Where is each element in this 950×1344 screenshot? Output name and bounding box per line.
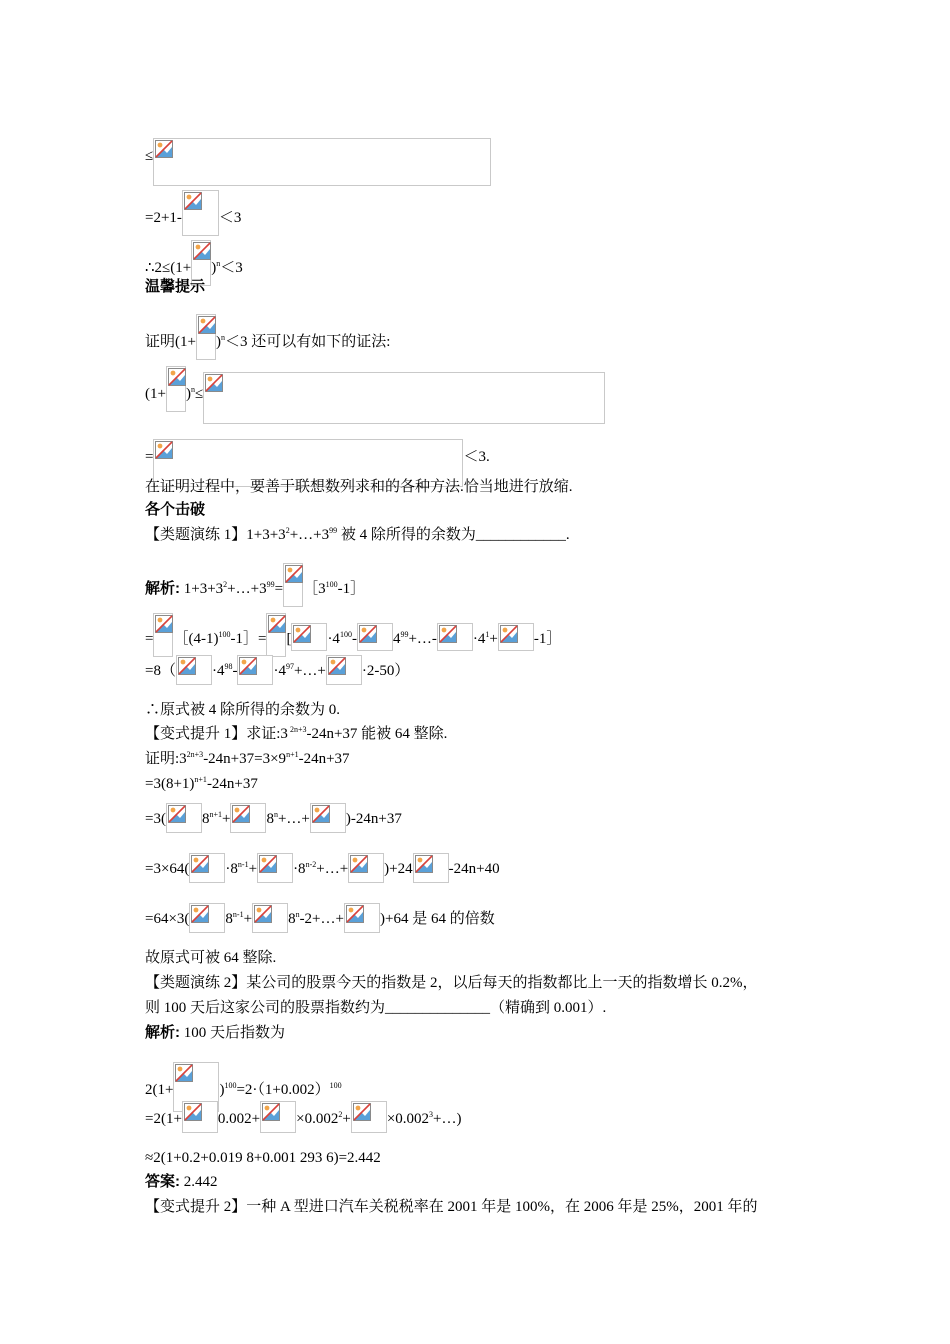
math-line-2: =2+1- ＜3 xyxy=(145,190,241,236)
broken-image-icon xyxy=(348,853,384,883)
math-line-3: ∴2≤(1+ )$^n$＜3 xyxy=(145,240,243,286)
exercise-1: 【类题演练 1】$1+3+3^2+\dots+3^{99}$ 被 4 除所得的余数为____________. xyxy=(145,526,570,543)
solution-line-3: =8（ $\cdot 4^{98}-$ $\cdot 4^{97}+\dots+$ ·2-50） xyxy=(145,655,409,685)
broken-image-icon xyxy=(413,853,449,883)
variant-2: 【变式提升 2】一种 A 型进口汽车关税税率在 2001 年是 100%，在 2006 年是 25%，2001 年的 xyxy=(145,1199,758,1215)
broken-image-icon xyxy=(230,803,266,833)
variant-1: 【变式提升 1】求证:3 $^{2n+3}$-24n+37 能被 64 整除. xyxy=(145,725,448,742)
broken-image-icon xyxy=(237,655,273,685)
solution-2-line-1: 2(1+ )$^{100}=2\cdot(1+0.002)^{100}$ xyxy=(145,1062,342,1112)
solution-line-2: = $[(4-1)^{100}-1]=$ [ $\cdot 4^{100}-$ $4^{99}+\dots-$ $\cdot 4^1+$ -1］ xyxy=(145,613,561,657)
broken-image-icon xyxy=(203,372,605,424)
proof-line-3: =3( $8^{n+1}+$ $8^n+\dots+$ )-24n+37 xyxy=(145,803,402,833)
answer-line: 答案: 2.442 xyxy=(145,1173,218,1190)
solution-2-line-2: =2(1+ 0.002+ $\times 0.002^2+$ $\times 0.002^3+\dots$) xyxy=(145,1101,462,1133)
broken-image-icon xyxy=(153,138,491,186)
proof-line-1: 证明$:3^{2n+3}-24n+37=3\times 9^{n+1}-24n+37$ xyxy=(145,750,350,767)
tip-heading: 温馨提示 xyxy=(145,278,206,295)
proof-line-2: $=3(8+1)^{n+1}-24n+37$ xyxy=(145,775,258,792)
broken-image-icon xyxy=(182,1101,218,1133)
proof-line-5: =64×3( $8^{n-1}+$ $8^n-2+\dots+$ )+64 是 64 的倍数 xyxy=(145,903,495,933)
broken-image-icon xyxy=(189,853,225,883)
exercise-2: 【类题演练 2】某公司的股票今天的指数是 2，以后每天的指数都比上一天的指数增长 0.2%， xyxy=(145,975,758,991)
broken-image-icon xyxy=(166,803,202,833)
broken-image-icon xyxy=(357,623,393,651)
solution-2-line-3: ≈2(1+0.2+0.019 8+0.001 293 6)=2.442 xyxy=(145,1150,381,1166)
proof-conclusion: 故原式可被 64 整除. xyxy=(145,950,277,966)
broken-image-icon xyxy=(326,655,362,685)
broken-image-icon xyxy=(182,190,219,236)
broken-image-icon xyxy=(257,853,293,883)
broken-image-icon xyxy=(196,314,216,360)
broken-image-icon xyxy=(252,903,288,933)
solution-2-intro: 解析: 100 天后指数为 xyxy=(145,1024,286,1041)
math-line-5: 证明(1+ )$^n$＜3 还可以有如下的证法: xyxy=(145,314,390,360)
broken-image-icon xyxy=(283,563,303,607)
section-heading: 各个击破 xyxy=(145,501,206,518)
broken-image-icon xyxy=(153,613,173,657)
broken-image-icon xyxy=(176,655,212,685)
broken-image-icon xyxy=(498,623,534,651)
paragraph: 在证明过程中，要善于联想数列求和的各种方法.恰当地进行放缩. xyxy=(145,479,573,495)
solution-line-1: 解析: $1+3+3^2+\dots+3^{99}=$ $[3^{100}-1]$ xyxy=(145,563,365,607)
proof-line-4: =3×64( $\cdot 8^{n-1}+$ $\cdot 8^{n-2}+\dots+$ )+24 -24n+40 xyxy=(145,853,500,883)
exercise-2-line-2: 则 100 天后这家公司的股票指数约为______________（精确到 0.001）. xyxy=(145,1000,607,1016)
broken-image-icon xyxy=(437,623,473,651)
math-line-1: ≤ xyxy=(145,138,491,186)
solution-conclusion: ∴原式被 4 除所得的余数为 0. xyxy=(145,702,341,718)
broken-image-icon xyxy=(344,903,380,933)
math-line-7: = ＜3. xyxy=(145,439,490,487)
broken-image-icon xyxy=(310,803,346,833)
broken-image-icon xyxy=(291,623,327,651)
broken-image-icon xyxy=(166,366,186,412)
math-line-6: (1+ )$^n$≤ xyxy=(145,366,605,424)
broken-image-icon xyxy=(351,1101,387,1133)
broken-image-icon xyxy=(189,903,225,933)
broken-image-icon xyxy=(266,613,286,657)
broken-image-icon xyxy=(260,1101,296,1133)
